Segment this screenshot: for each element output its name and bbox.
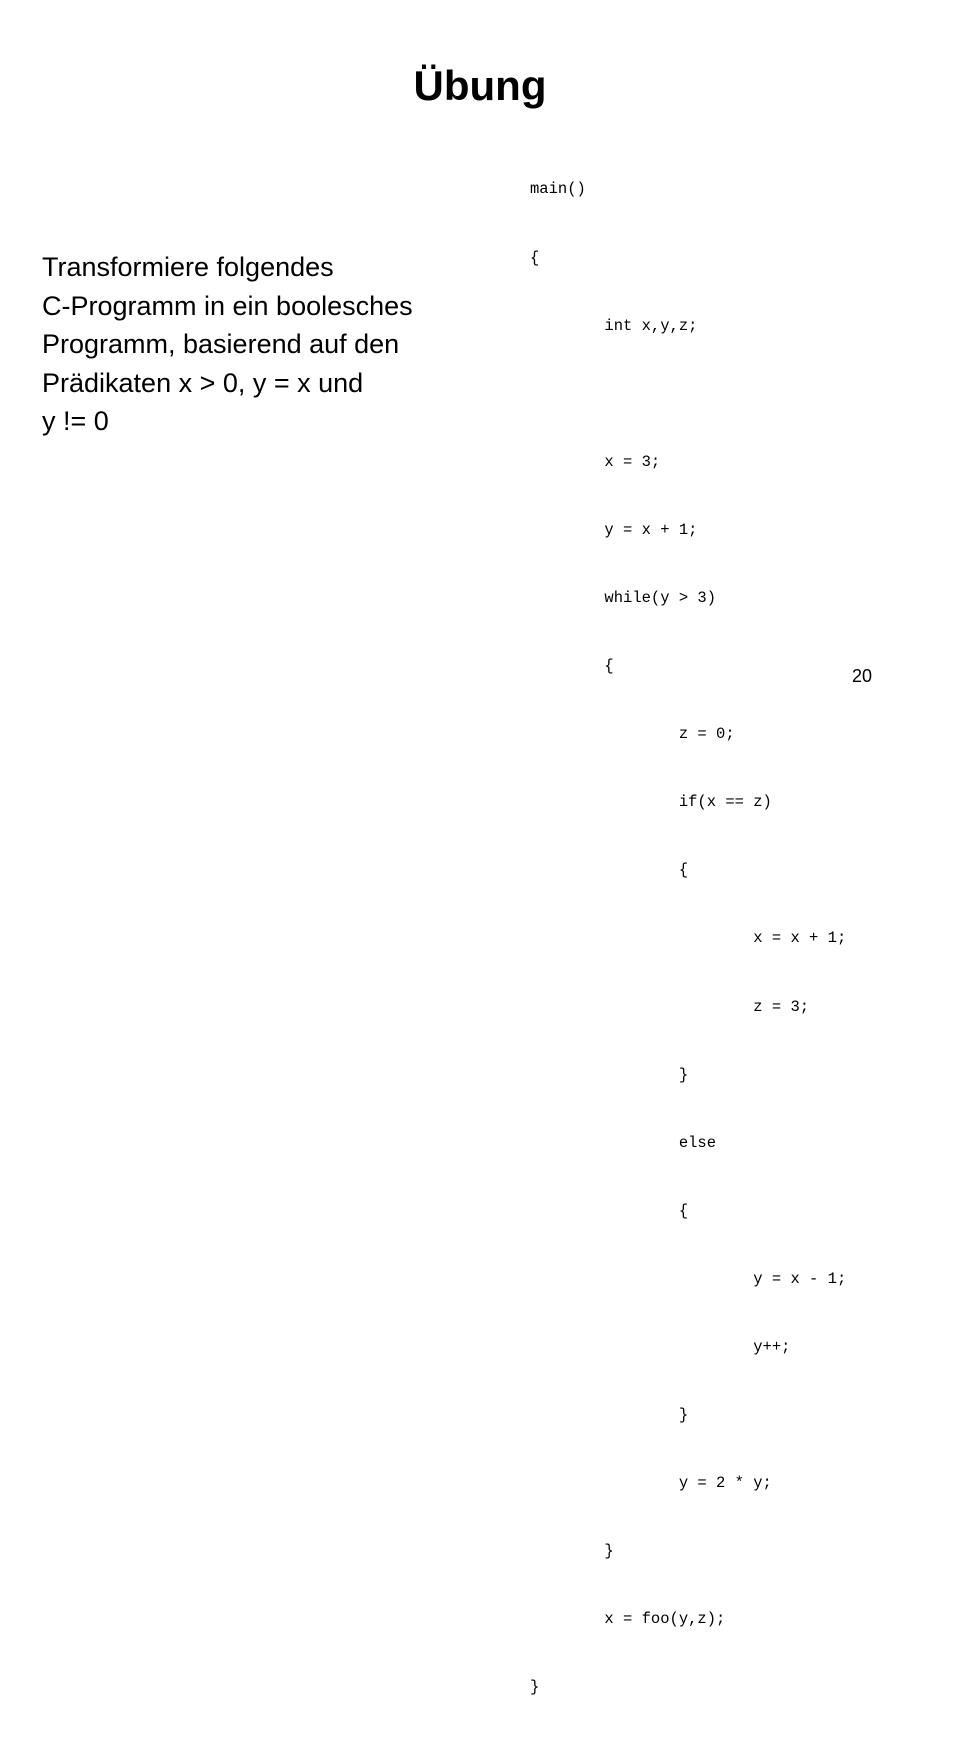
task-line: Transformiere folgendes — [42, 252, 334, 282]
code-line — [530, 383, 846, 406]
code-line: y++; — [530, 1338, 791, 1356]
code-listing — [530, 133, 846, 1745]
code-line: while(y > 3) — [530, 588, 717, 607]
slide-title: Übung — [413, 62, 547, 109]
code-line: int x,y,z; — [530, 316, 698, 335]
code-line: { — [530, 248, 540, 267]
code-line: { — [530, 861, 689, 880]
code-line: } — [530, 1065, 689, 1084]
code-line: else — [530, 1133, 717, 1152]
task-line: y != 0 — [42, 406, 109, 436]
page-number: 20 — [852, 666, 873, 686]
code-line: } — [530, 1542, 614, 1561]
task-line: C-Programm in ein boolesches — [42, 290, 413, 321]
code-line: } — [530, 1406, 689, 1425]
code-line: y = x - 1; — [530, 1269, 847, 1288]
code-line: } — [530, 1678, 540, 1697]
code-line: main() — [530, 180, 586, 199]
code-line: x = foo(y,z); — [530, 1610, 726, 1629]
code-line: { — [530, 1201, 689, 1220]
code-line: y = 2 * y; — [530, 1474, 772, 1493]
code-line: z = 3; — [530, 997, 810, 1016]
code-line: if(x == z) — [530, 793, 772, 812]
code-line: { — [530, 657, 614, 676]
code-line: y = x + 1; — [530, 520, 698, 539]
task-line: Programm, basierend auf den — [42, 329, 400, 359]
task-line: Prädikaten x > 0, y = x und — [42, 367, 364, 398]
task-description — [42, 248, 512, 441]
code-line: z = 0; — [530, 725, 735, 744]
code-line: x = 3; — [530, 452, 661, 471]
code-line: x = x + 1; — [530, 929, 847, 948]
